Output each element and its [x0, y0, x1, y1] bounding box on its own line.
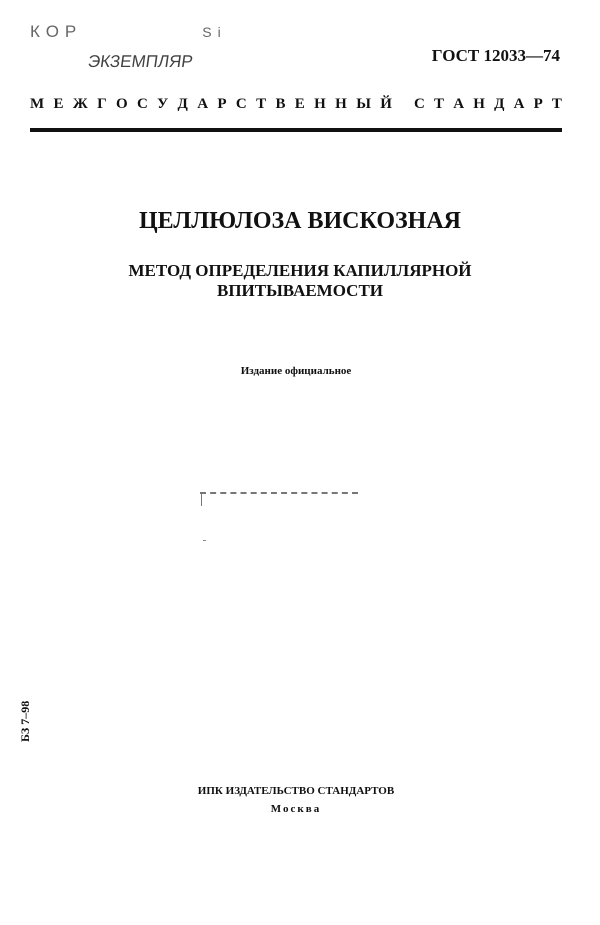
heading-letter: С — [235, 96, 247, 112]
faint-stamp-mark — [200, 492, 360, 512]
heading-letter: Н — [335, 96, 347, 112]
heading-letter: Н — [473, 96, 485, 112]
heading-letter: С — [136, 96, 148, 112]
stamp-copy-label: ЭКЗЕМПЛЯР — [86, 52, 195, 71]
heading-letter: М — [30, 96, 45, 112]
heading-letter: Ы — [356, 96, 371, 112]
standard-type-word-1 — [30, 96, 392, 113]
heading-letter: Т — [434, 96, 445, 112]
document-title: ЦЕЛЛЮЛОЗА ВИСКОЗНАЯ — [139, 208, 461, 234]
stamp-top-fragment — [30, 22, 227, 42]
document-subtitle — [0, 261, 600, 301]
standard-code: ГОСТ 12033—74 — [431, 46, 560, 65]
heading-letter: Р — [533, 96, 543, 112]
standard-type-word-2 — [414, 96, 562, 113]
heading-letter: Д — [494, 96, 505, 112]
subtitle-line-2: ВПИТЫВАЕМОСТИ — [216, 281, 383, 300]
heading-letter: У — [157, 96, 169, 112]
heading-letter: А — [513, 96, 525, 112]
publisher-city: Москва — [270, 803, 322, 815]
heading-letter: Й — [380, 96, 392, 112]
stamp-top-right: Si — [202, 24, 227, 40]
heading-letter: Н — [314, 96, 326, 112]
stamp-top-left: КОР — [30, 22, 83, 41]
faint-dot-mark — [203, 540, 206, 541]
heading-letter: Т — [256, 96, 267, 112]
heading-letter: А — [453, 96, 465, 112]
heading-letter: С — [414, 96, 425, 112]
heading-letter: Е — [294, 96, 305, 112]
header-divider — [30, 128, 562, 132]
heading-letter: Т — [551, 96, 562, 112]
publisher-name: ИПК ИЗДАТЕЛЬСТВО СТАНДАРТОВ — [197, 785, 395, 797]
heading-letter: Д — [177, 96, 188, 112]
faint-stamp-line — [200, 492, 358, 494]
heading-letter: В — [275, 96, 286, 112]
heading-letter: Ж — [72, 96, 88, 112]
heading-letter: Г — [97, 96, 107, 112]
heading-letter: Р — [217, 96, 227, 112]
heading-letter: А — [197, 96, 209, 112]
standard-type-heading — [30, 96, 562, 113]
heading-letter: Е — [53, 96, 64, 112]
side-catalog-code: БЗ 7–98 — [18, 700, 32, 742]
subtitle-line-1: МЕТОД ОПРЕДЕЛЕНИЯ КАПИЛЛЯРНОЙ — [128, 261, 472, 280]
heading-letter: О — [115, 96, 128, 112]
edition-note: Издание официальное — [240, 365, 352, 377]
faint-stamp-tick — [201, 494, 202, 506]
